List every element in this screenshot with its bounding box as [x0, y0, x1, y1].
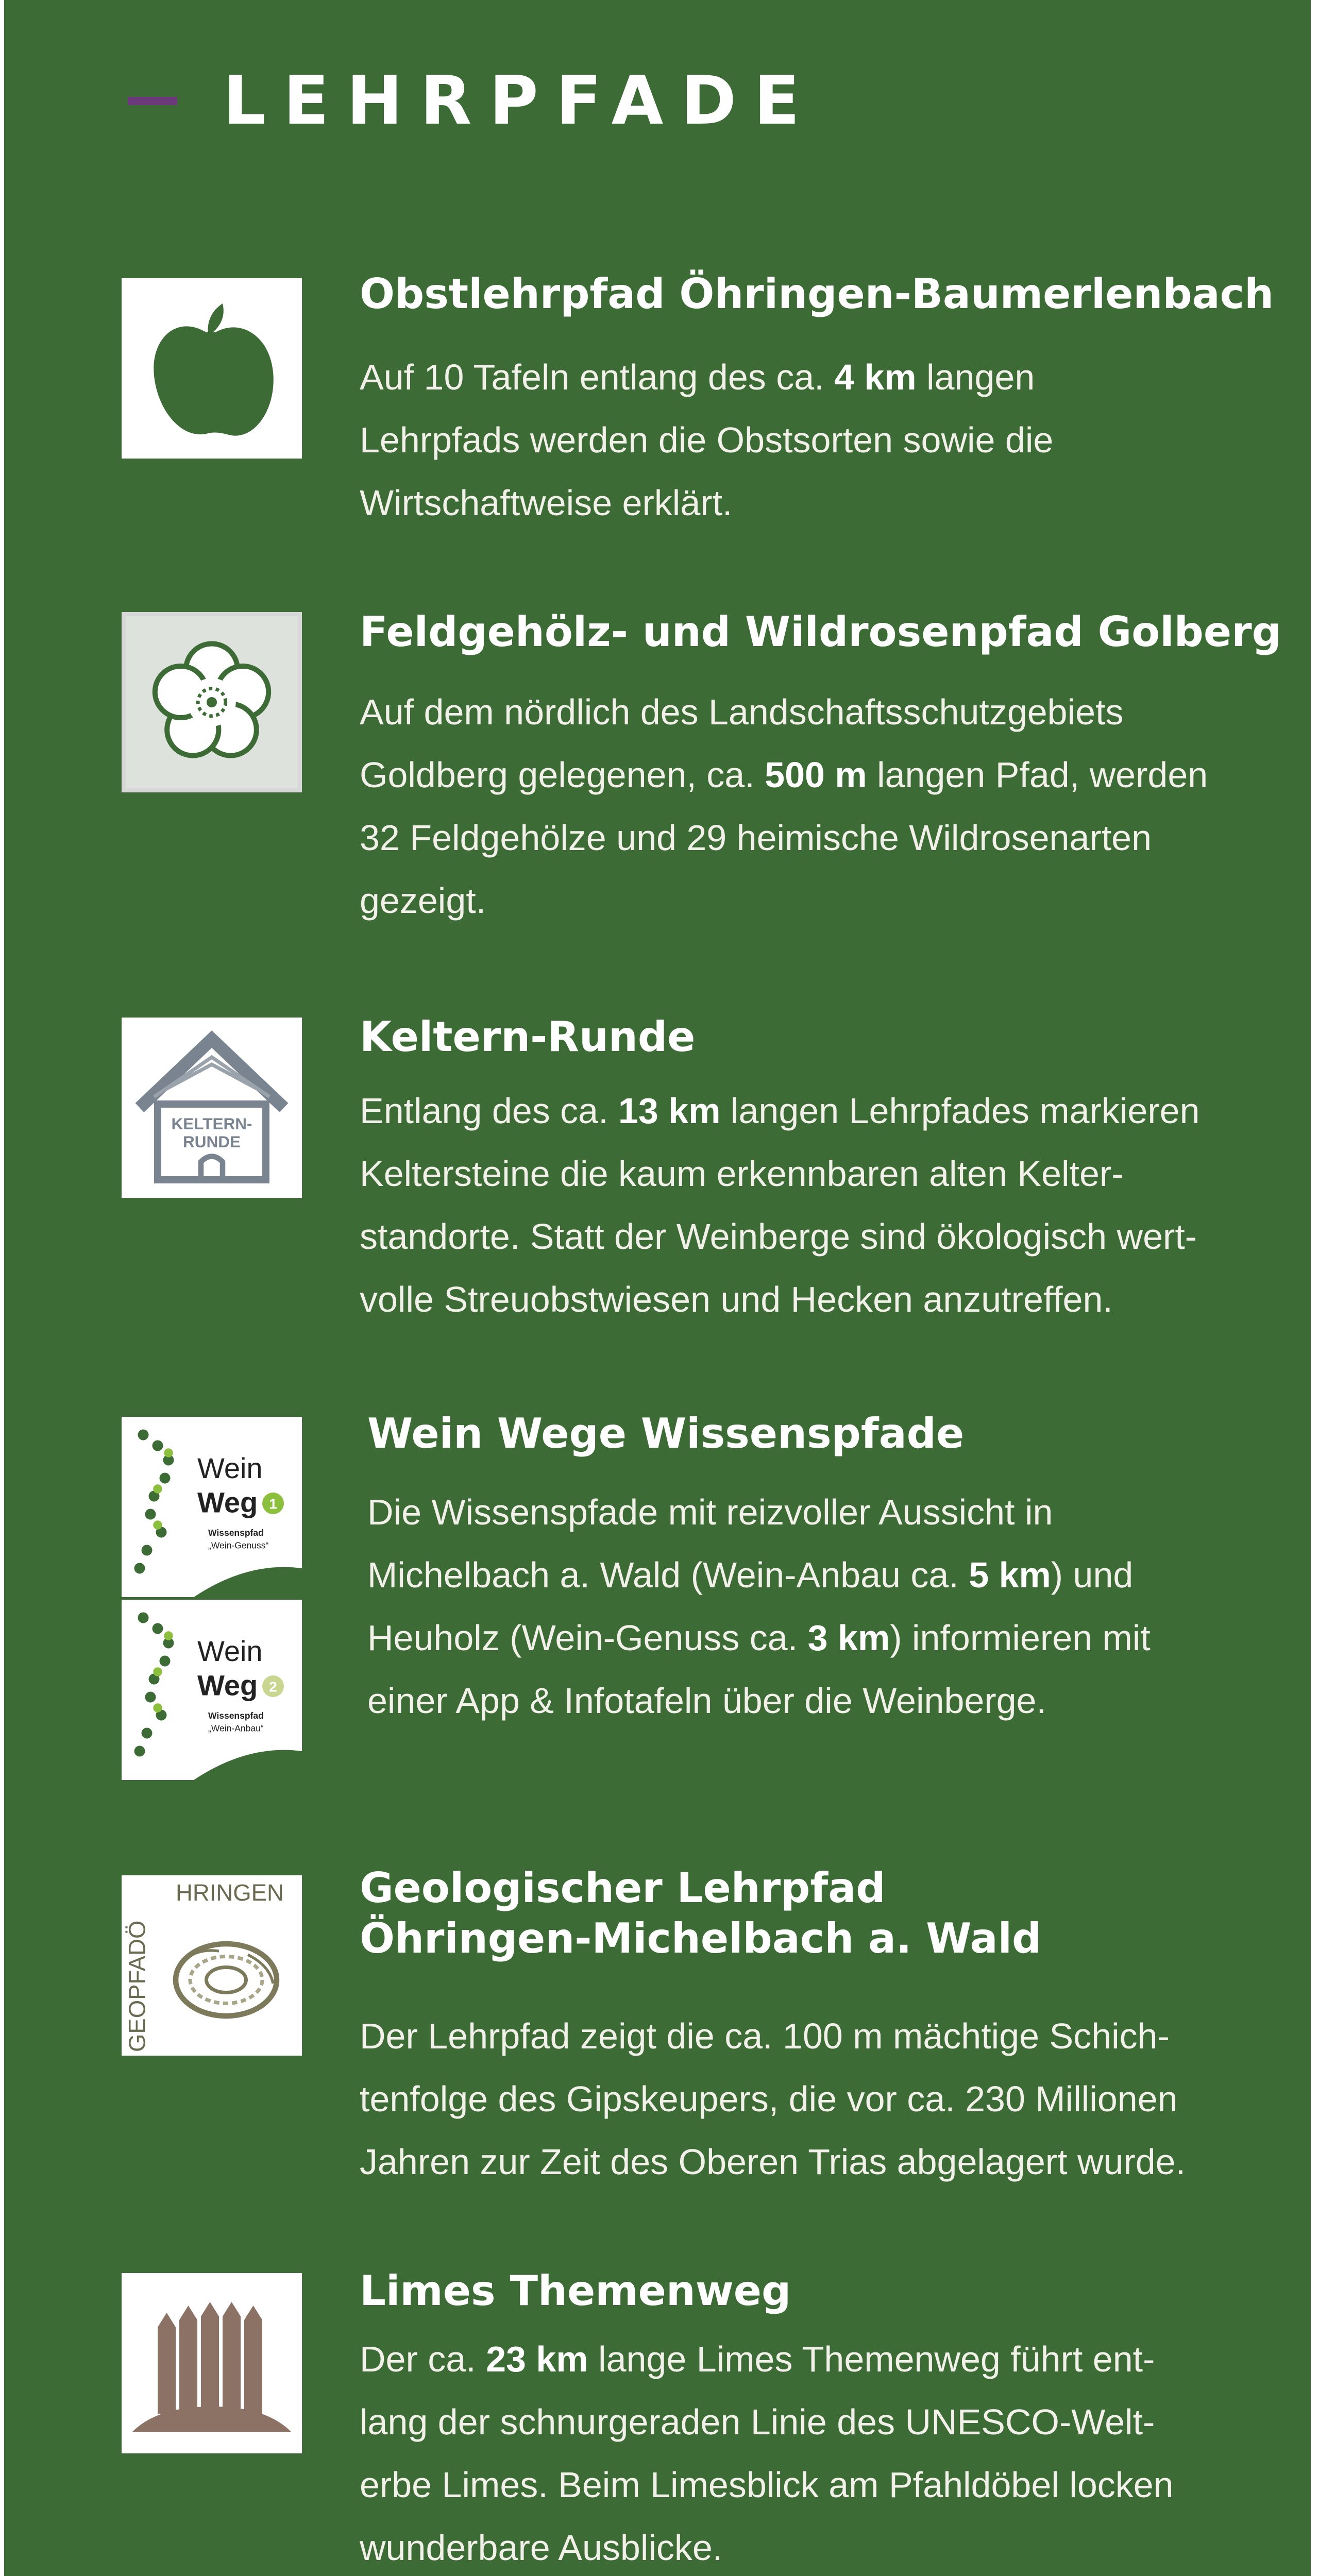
- svg-text:Weg: Weg: [197, 1486, 258, 1519]
- svg-text:2: 2: [269, 1679, 277, 1695]
- svg-text:Wissenspfad: Wissenspfad: [208, 1710, 264, 1721]
- apple-icon: [122, 278, 302, 459]
- wein-weg-1-icon: [122, 1417, 302, 1597]
- svg-text:„Wein-Anbau“: „Wein-Anbau“: [208, 1723, 264, 1734]
- trail-description: Auf 10 Tafeln entlang des ca. 4 km langen Lehrpfads werden die Obstsorten sowie die Wirtschaftweise erklärt.: [360, 357, 1054, 523]
- trail-title: Wein Wege Wissenspfade: [367, 1410, 965, 1458]
- svg-text:RUNDE: RUNDE: [182, 1132, 241, 1151]
- trail-title: Geologischer Lehrpfad Öhringen-Michelbach a. Wald: [360, 1864, 1042, 1962]
- svg-text:HRINGEN: HRINGEN: [176, 1879, 284, 1906]
- svg-text:Wein: Wein: [197, 1452, 263, 1484]
- page-title: LEHRPFADE: [223, 61, 818, 140]
- keltern-house-icon: [122, 1018, 302, 1198]
- svg-text:Wissenspfad: Wissenspfad: [208, 1528, 264, 1538]
- limes-palisade-icon: [122, 2273, 302, 2453]
- svg-text:1: 1: [269, 1496, 277, 1512]
- trail-title: Obstlehrpfad Öhringen-Baumerlenbach: [360, 270, 1274, 318]
- svg-text:Wein: Wein: [197, 1635, 263, 1667]
- trail-title: Feldgehölz- und Wildrosenpfad Golberg: [360, 608, 1281, 656]
- svg-text:GEOPFADÖ: GEOPFADÖ: [124, 1920, 150, 2052]
- trail-description: Auf dem nördlich des Landschaftsschutzgebiets Goldberg gelegenen, ca. 500 m langen Pfad, werden 32 Feldgehölze und 29 heimische Wildrosenarten gezeigt.: [360, 692, 1208, 921]
- title-accent-bar: [128, 97, 177, 105]
- geopfad-icon: [122, 1875, 302, 2056]
- trail-description: Der Lehrpfad zeigt die ca. 100 m mächtige Schich- tenfolge des Gipskeupers, die vor ca. 230 Millionen Jahren zur Zeit des Oberen Trias abgelagert wurde.: [360, 2016, 1186, 2182]
- trail-description: Der ca. 23 km lange Limes Themenweg führt ent- lang der schnurgeraden Linie des UNESCO-Welt- erbe Limes. Beim Limesblick am Pfahldöbel locken wunderbare Ausblicke.: [360, 2339, 1174, 2568]
- info-panel: [4, 0, 1311, 2576]
- svg-text:„Wein-Genuss“: „Wein-Genuss“: [208, 1540, 269, 1551]
- trail-description: Die Wissenspfade mit reizvoller Aussicht in Michelbach a. Wald (Wein-Anbau ca. 5 km) und Heuholz (Wein-Genuss ca. 3 km) informieren mit einer App & Infotafeln über die Weinberge.: [367, 1492, 1151, 1721]
- svg-text:KELTERN-: KELTERN-: [171, 1114, 252, 1133]
- wild-rose-icon: [122, 612, 302, 792]
- wein-weg-2-icon: [122, 1600, 302, 1780]
- trail-description: Entlang des ca. 13 km langen Lehrpfades markieren Keltersteine die kaum erkennbaren alten Kelter- standorte. Statt der Weinberge sind ökologisch wert- volle Streuobstwiesen und Hecken anzutreffen.: [360, 1091, 1200, 1319]
- trail-title: Keltern-Runde: [360, 1013, 696, 1061]
- trail-title: Limes Themenweg: [360, 2267, 791, 2315]
- svg-text:Weg: Weg: [197, 1669, 258, 1702]
